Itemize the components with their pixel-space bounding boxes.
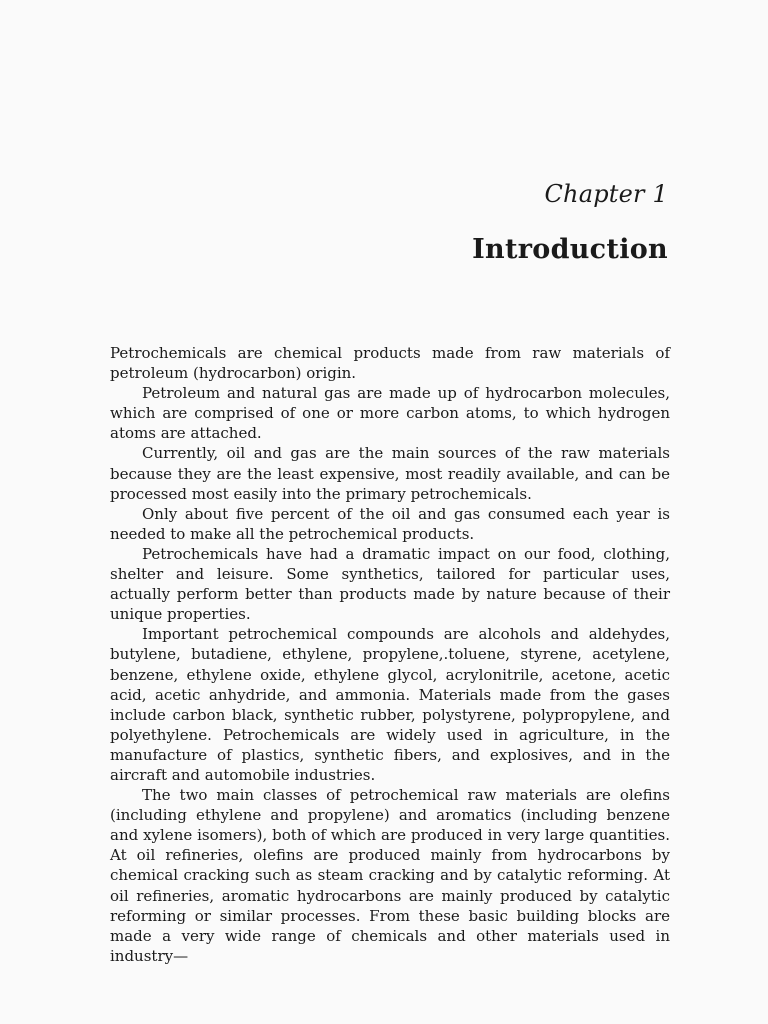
chapter-number: Chapter 1 <box>544 180 668 208</box>
paragraph: Important petrochemical compounds are alcohols and aldehydes, butylene, butadiene, ethylene, propylene,.toluene, styrene, acetylene, benzene, ethylene oxide, ethylene glycol, acrylonitrile, acetone, acetic acid, acetic anhydride, and ammonia. Materials made from the gases include carbon black, synthetic rubber, polystyrene, polypropylene, and polyethylene. Petrochemicals are widely used in agriculture, in the manufacture of plastics, synthetic fibers, and explosives, and in the aircraft and automobile industries. <box>110 625 670 784</box>
paragraph: Petrochemicals have had a dramatic impact on our food, clothing, shelter and leisure. Some synthetics, tailored for particular uses, actually perform better than products made by nature because of their unique properties. <box>110 544 670 624</box>
chapter-heading <box>472 178 668 266</box>
paragraph: The two main classes of petrochemical raw materials are olefins (including ethylene and propylene) and aromatics (including benzene and xylene isomers), both of which are produced in very large quantities. At oil refineries, olefins are produced mainly from hydrocarbons by chemical cracking such as steam cracking and by catalytic reforming. At oil refineries, aromatic hydrocarbons are mainly produced by catalytic reforming or similar processes. From these basic building blocks are made a very wide range of chemicals and other materials used in industry— <box>110 786 670 965</box>
paragraph: Petrochemicals are chemical products made from raw materials of petroleum (hydrocarbon) origin. <box>110 344 670 383</box>
paragraph: Only about five percent of the oil and gas consumed each year is needed to make all the petrochemical products. <box>110 504 670 543</box>
paragraph: Currently, oil and gas are the main sources of the raw materials because they are the least expensive, most readily available, and can be processed most easily into the primary petrochemicals. <box>110 444 670 503</box>
chapter-title: Introduction <box>472 234 668 265</box>
chapter-body <box>110 343 670 966</box>
paragraph: Petroleum and natural gas are made up of hydrocarbon molecules, which are comprised of one or more carbon atoms, to which hydrogen atoms are attached. <box>110 384 670 443</box>
